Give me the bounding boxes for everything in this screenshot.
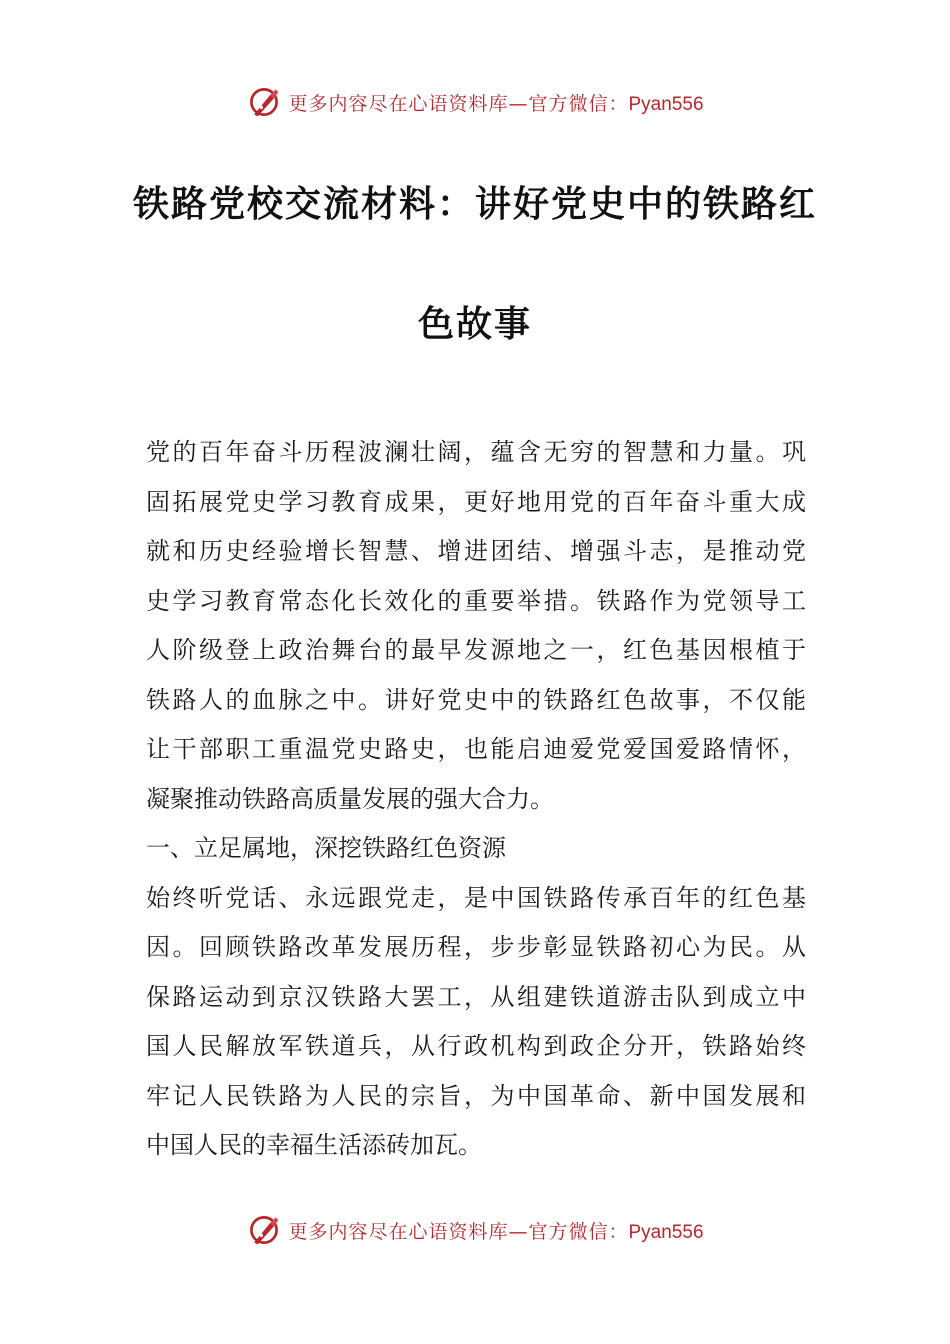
body-line: 始终听党话、永远跟党走，是中国铁路传承百年的红色基 (146, 883, 806, 912)
body-line: 国人民解放军铁道兵，从行政机构到政企分开，铁路始终 (146, 1032, 806, 1060)
body-line: 就和历史经验增长智慧、增进团结、增强斗志，是推动党 (146, 537, 806, 565)
body-line: 让干部职工重温党史路史，也能启迪爱党爱国爱路情怀， (146, 735, 806, 763)
body-line: 因。回顾铁路改革发展历程，步步彰显铁路初心为民。从 (146, 933, 806, 961)
document-title-line-2: 色故事 (417, 304, 532, 345)
pen-nib-logo-icon (246, 84, 282, 120)
document-title-line-1: 铁路党校交流材料：讲好党史中的铁路红 (132, 184, 817, 225)
section-heading: 一、立足属地，深挖铁路红色资源 (146, 834, 506, 862)
body-line: 牢记人民铁路为人民的宗旨，为中国革命、新中国发展和 (146, 1081, 806, 1110)
body-line: 保路运动到京汉铁路大罢工，从组建铁道游击队到成立中 (146, 982, 806, 1011)
watermark-header (0, 84, 950, 120)
body-line: 史学习教育常态化长效化的重要举措。铁路作为党领导工 (146, 586, 806, 615)
body-line: 中国人民的幸福生活添砖加瓦。 (146, 1131, 482, 1159)
body-line: 人阶级登上政治舞台的最早发源地之一，红色基因根植于 (146, 636, 806, 664)
body-line: 铁路人的血脉之中。讲好党史中的铁路红色故事，不仅能 (146, 685, 806, 714)
body-line: 固拓展党史学习教育成果，更好地用党的百年奋斗重大成 (146, 487, 806, 516)
watermark-text: 更多内容尽在心语资料库—官方微信：Pyan556 (288, 92, 704, 115)
watermark-wechat-id: Pyan556 (628, 93, 704, 115)
body-line: 凝聚推动铁路高质量发展的强大合力。 (146, 784, 554, 813)
watermark-text: 更多内容尽在心语资料库—官方微信：Pyan556 (288, 1220, 704, 1243)
watermark-wechat-id: Pyan556 (628, 1221, 704, 1243)
watermark-footer (0, 1212, 950, 1248)
body-line: 党的百年奋斗历程波澜壮阔，蕴含无穷的智慧和力量。巩 (146, 438, 806, 466)
pen-nib-logo-icon (246, 1212, 282, 1248)
document-body (146, 428, 806, 1171)
